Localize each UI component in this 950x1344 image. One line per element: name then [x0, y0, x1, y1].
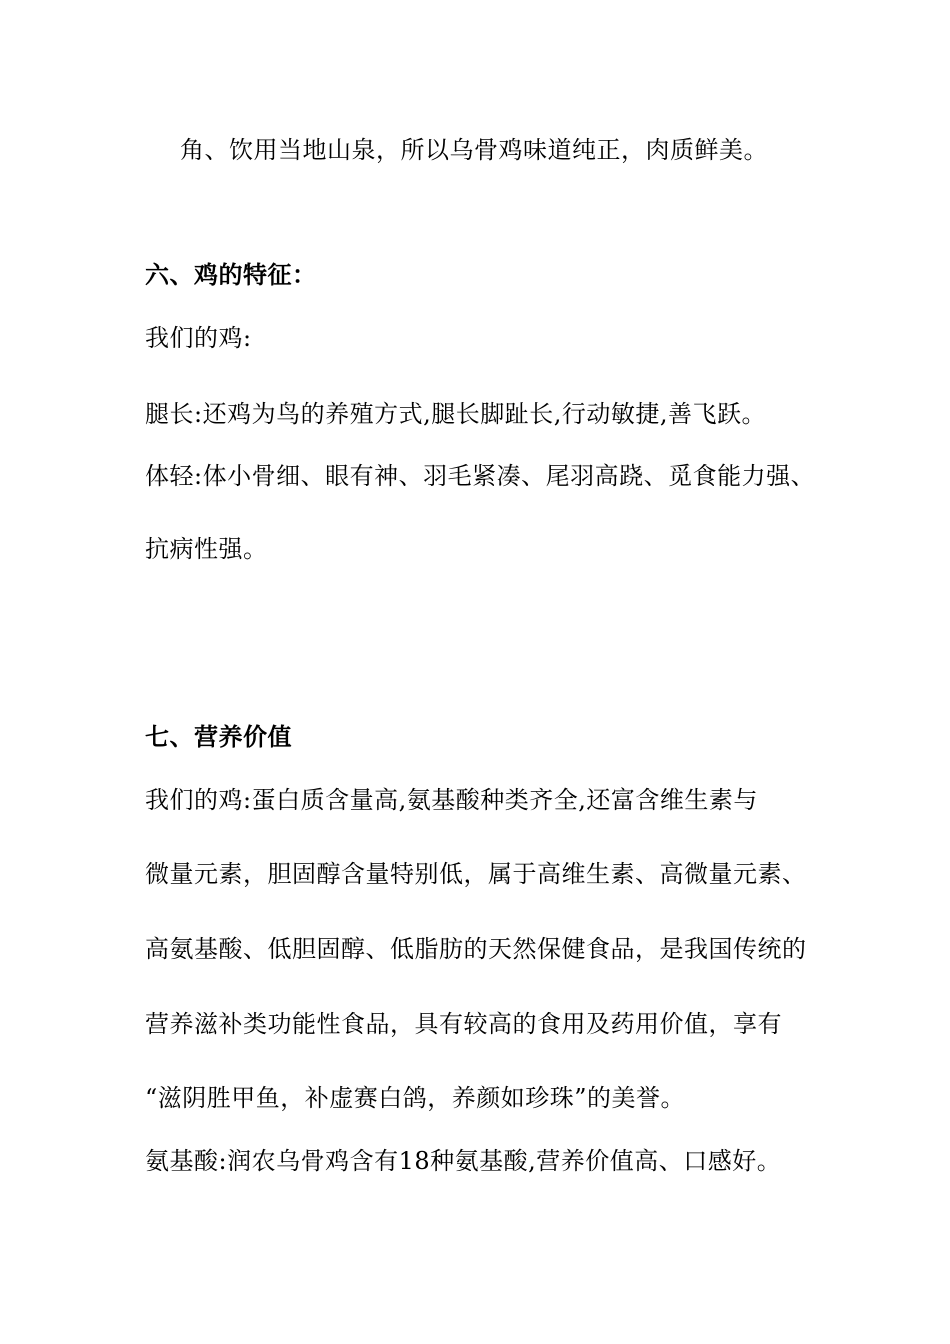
paragraph-line-8: 高氨基酸、低胆固醇、低脂肪的天然保健食品，是我国传统的: [145, 935, 807, 963]
paragraph-line-9: 营养滋补类功能性食品，具有较高的食用及药用价值，享有: [145, 1010, 782, 1038]
paragraph-line-6: 我们的鸡:蛋白质含量高,氨基酸种类齐全,还富含维生素与: [145, 786, 758, 814]
paragraph-line-4: 体轻:体小骨细、眼有神、羽毛紧凑、尾羽高跷、觅食能力强、: [145, 462, 816, 490]
paragraph-line-2: 我们的鸡:: [145, 324, 252, 352]
section-heading-features: 六、鸡的特征：: [145, 261, 317, 289]
paragraph-line-10: “滋阴胜甲鱼，补虚赛白鸽，养颜如珍珠”的美誉。: [145, 1084, 686, 1112]
paragraph-line-3: 腿长:还鸡为鸟的养殖方式,腿长脚趾长,行动敏捷,善飞跃。: [145, 400, 766, 428]
paragraph-line-11: 氨基酸:润农乌骨鸡含有18种氨基酸,营养价值高、口感好。: [145, 1147, 782, 1175]
paragraph-line-5: 抗病性强。: [145, 535, 268, 563]
paragraph-line-7: 微量元素，胆固醇含量特别低，属于高维生素、高微量元素、: [145, 860, 807, 888]
paragraph-line-1: 角、饮用当地山泉，所以乌骨鸡味道纯正，肉质鲜美。: [180, 136, 768, 164]
section-heading-nutrition: 七、营养价值: [145, 723, 292, 751]
